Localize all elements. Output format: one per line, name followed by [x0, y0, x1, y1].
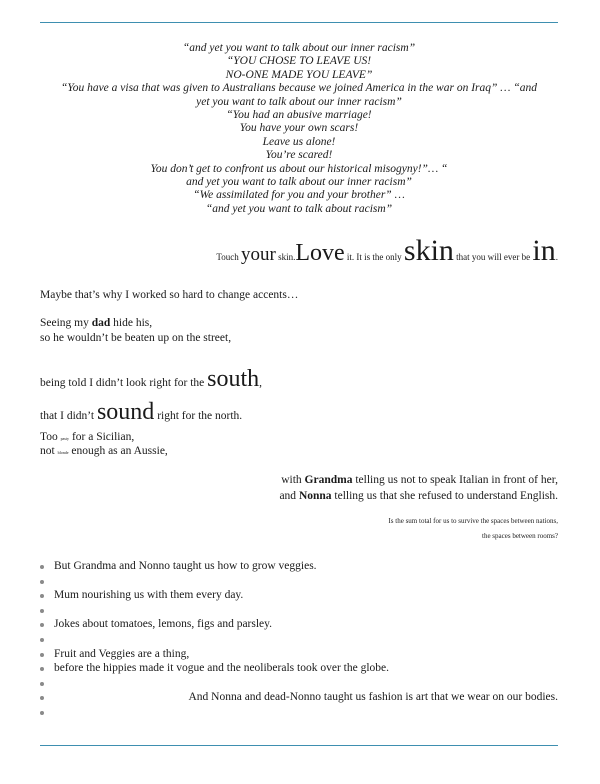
bullet-list: [40, 559, 558, 720]
bullet-text: Mum nourishing us with them every day.: [54, 589, 244, 602]
bullet-dot-icon: [40, 594, 44, 598]
blonde-word: blonde: [57, 450, 69, 455]
sound-word: sound: [96, 399, 155, 425]
dad-word: dad: [91, 317, 111, 329]
bullet-item: [40, 603, 558, 618]
grandma-nonna-block: [279, 472, 558, 504]
quote-line: “and yet you want to talk about our inner racism”: [182, 42, 416, 54]
grandma-line-pre: with: [281, 474, 305, 486]
pasty-line-pre: Too: [40, 431, 61, 443]
bullet-dot-icon: [40, 653, 44, 657]
south-line-post: ,: [259, 377, 263, 389]
touch-word: Touch: [216, 252, 241, 262]
nonna-line-pre: and: [279, 490, 299, 502]
top-rule: [40, 22, 558, 23]
south-line-pre: being told I didn’t look right for the: [40, 377, 208, 389]
nonna-line: [279, 488, 558, 504]
quote-line: Leave us alone!: [262, 135, 336, 148]
bullet-dot-icon: [40, 609, 44, 613]
bullet-item: [40, 690, 558, 705]
that-you-will-ever-be-words: that you will ever be: [453, 252, 533, 262]
bullet-text: But Grandma and Nonno taught us how to grow veggies.: [54, 560, 317, 572]
bullet-dot-icon: [40, 696, 44, 700]
pasty-line-post: for a Sicilian,: [69, 431, 135, 443]
nonna-line-post: telling us that she refused to understand English.: [331, 490, 558, 502]
period: .: [555, 252, 558, 262]
bullet-item: [40, 661, 558, 676]
grandma-word: Grandma: [304, 474, 353, 486]
quote-line: NO-ONE MADE YOU LEAVE”: [225, 68, 373, 81]
grandma-line-post: telling us not to speak Italian in front of her,: [352, 474, 558, 486]
bullet-item: [40, 705, 558, 720]
bullet-dot-icon: [40, 667, 44, 671]
quote-line: yet you want to talk about our inner racism”: [196, 95, 402, 108]
bullet-dot-icon: [40, 565, 44, 569]
blonde-line-post: enough as an Aussie,: [68, 445, 168, 457]
bullet-dot-icon: [40, 638, 44, 642]
bullet-item: [40, 559, 558, 574]
bullet-item: [40, 676, 558, 691]
bullet-dot-icon: [40, 711, 44, 715]
sound-line: [40, 397, 242, 431]
quote-line: You don’t get to confront us about our historical misogyny!”… “: [150, 162, 448, 175]
bullet-text: Jokes about tomatoes, lemons, figs and parsley.: [54, 618, 273, 631]
dad-line-pre: Seeing my: [40, 317, 92, 329]
bullet-dot-icon: [40, 623, 44, 627]
dad-line: [40, 316, 152, 330]
blonde-line: [40, 444, 168, 460]
italic-quote-block: [40, 42, 558, 216]
south-word: south: [207, 366, 260, 392]
dad-line-post: hide his,: [110, 317, 153, 329]
blonde-line-pre: not: [40, 445, 58, 457]
bullet-item: [40, 647, 558, 662]
bullet-text: And Nonna and dead-Nonno taught us fashion is art that we wear on our bodies.: [188, 691, 558, 704]
bullet-text: before the hippies made it vogue and the neoliberals took over the globe.: [54, 662, 389, 675]
bullet-item: [40, 588, 558, 603]
bullet-item: [40, 632, 558, 647]
bullet-text: Fruit and Veggies are a thing,: [54, 647, 190, 660]
street-line: so he wouldn’t be beaten up on the street,: [40, 332, 232, 344]
quote-line: “YOU CHOSE TO LEAVE US!: [226, 55, 372, 68]
touch-your-skin-line: [216, 236, 558, 272]
accents-line: Maybe that’s why I worked so hard to change accents…: [40, 289, 299, 301]
it-is-the-only-words: it. It is the only: [344, 252, 404, 262]
spaces-line-1: Is the sum total for us to survive the spaces between nations,: [388, 517, 558, 525]
quote-line: You have your own scars!: [239, 122, 359, 135]
skin-small-word: skin.: [275, 252, 296, 262]
quote-line: “and yet you want to talk about racism”: [205, 202, 393, 215]
quote-line: “We assimilated for you and your brother” …: [193, 189, 405, 202]
bottom-rule: [40, 745, 558, 746]
spaces-between-block: [388, 514, 558, 544]
bullet-item: [40, 617, 558, 632]
sound-line-pre: that I didn’t: [40, 410, 97, 422]
quote-line: You’re scared!: [265, 149, 333, 162]
sound-line-post: right for the north.: [154, 410, 243, 422]
bullet-dot-icon: [40, 580, 44, 584]
your-word: your: [241, 244, 276, 265]
skin-big-word: skin: [403, 234, 454, 267]
quote-line: and yet you want to talk about our inner racism”: [186, 176, 412, 189]
spaces-line-2: the spaces between rooms?: [482, 532, 558, 540]
pasty-word: pasty: [60, 436, 70, 441]
bullet-item: [40, 574, 558, 589]
nonna-word: Nonna: [298, 490, 332, 502]
grandma-line: [279, 472, 558, 488]
south-line: [40, 364, 262, 398]
in-word: in: [532, 234, 556, 267]
quote-line: “You had an abusive marriage!: [226, 109, 372, 122]
bullet-dot-icon: [40, 682, 44, 686]
love-word: Love: [295, 240, 345, 266]
quote-line: “You have a visa that was given to Australians because we joined America in the war on Iraq” … “and: [60, 82, 538, 95]
